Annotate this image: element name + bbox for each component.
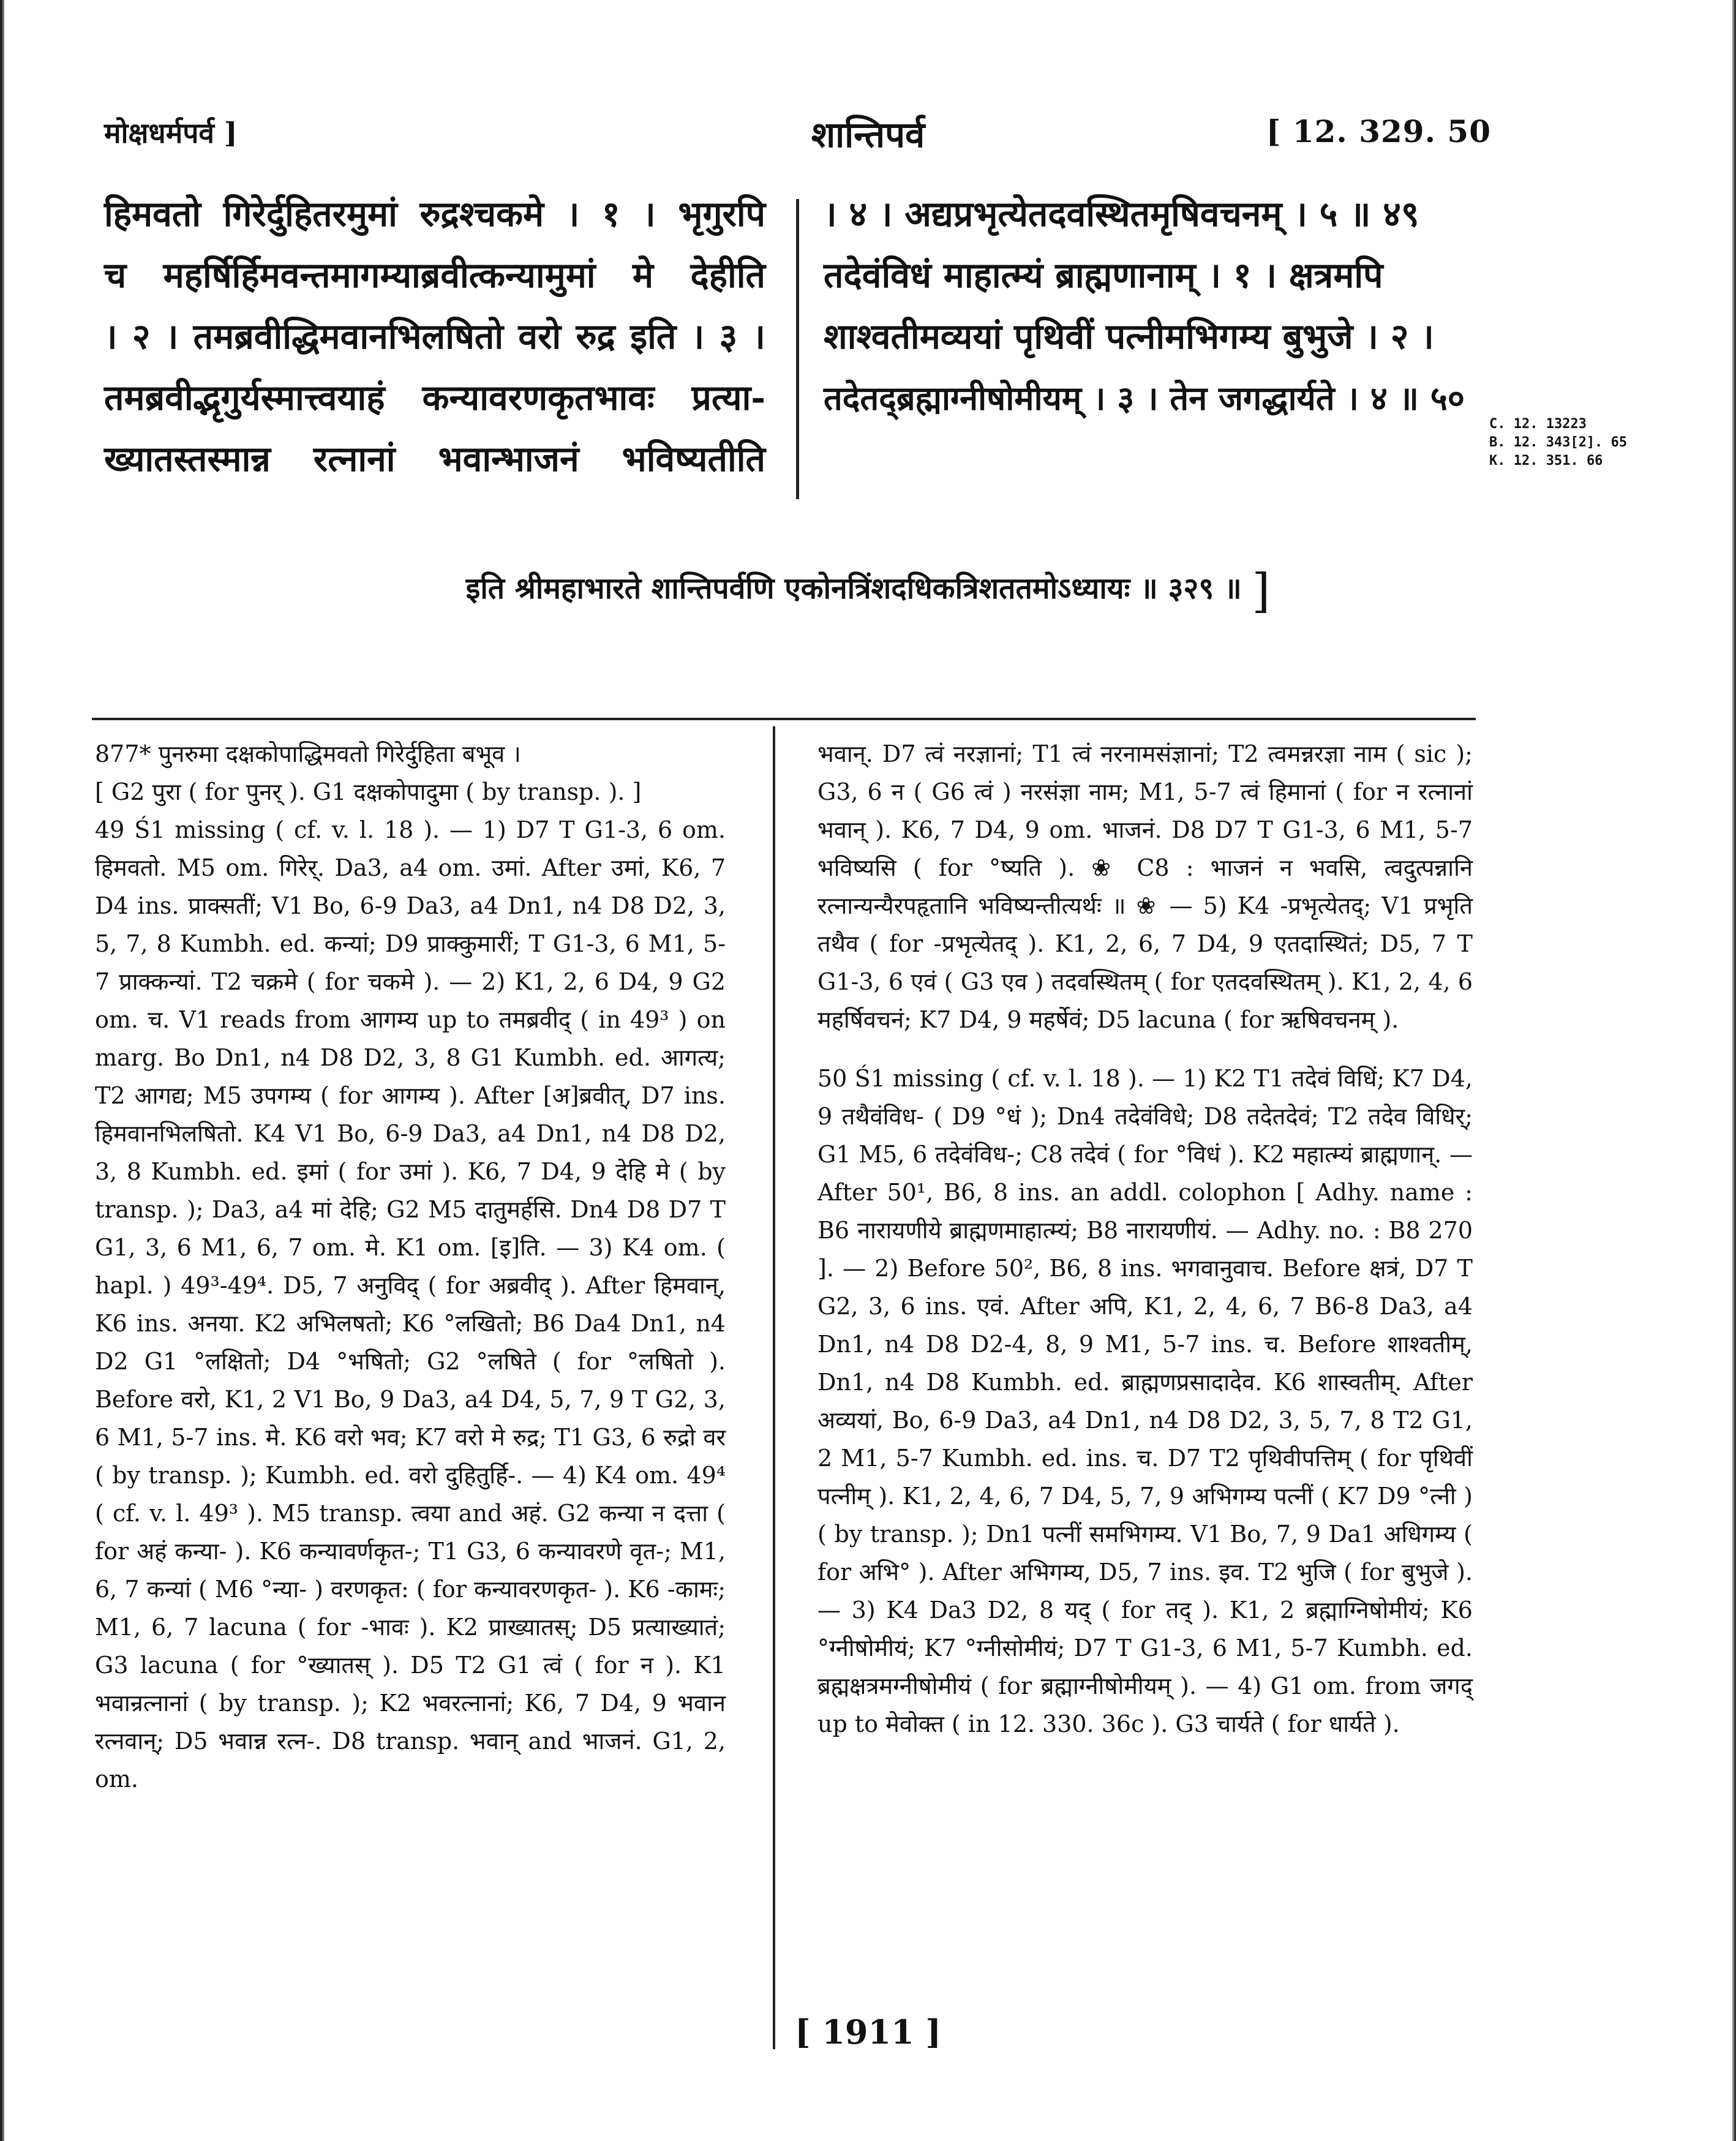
verse-text-right-column	[824, 184, 1473, 429]
verse-line: तदेवंविधं माहात्म्यं ब्राह्मणानाम् । १ । क्षत्रमपि	[824, 255, 1383, 296]
running-head-title: शान्तिपर्व	[811, 114, 925, 156]
scan-edge-right	[1727, 0, 1736, 2141]
verse-column-divider	[796, 199, 799, 499]
edition-concordance	[1489, 415, 1627, 470]
verse-line: । २ । तमब्रवीद्धिमवानभिलषितो वरो रुद्र इति । ३ ।	[104, 316, 765, 357]
colophon-text: इति श्रीमहाभारते शान्तिपर्वणि एकोनत्रिंशदधिकत्रिशततमोऽध्यायः ॥ ३२९ ॥	[465, 571, 1242, 606]
horizontal-rule	[92, 718, 1476, 720]
chapter-colophon	[0, 563, 1736, 618]
concordance-bombay: B. 12. 343[2]. 65	[1489, 435, 1628, 450]
verse-line: च महर्षिर्हिमवन्तमागम्याब्रवीत्कन्यामुमां मे देहीति	[104, 255, 765, 296]
concordance-kumbhakonam: K. 12. 351. 66	[1489, 453, 1603, 468]
apparatus-star-passage: 877* पुनरुमा दक्षकोपाद्धिमवतो गिरेर्दुहिता बभूव ।	[95, 740, 521, 767]
verse-line: हिमवतो गिरेर्दुहितरमुमां रुद्रश्चकमे । १ । भृगुरपि	[104, 194, 765, 235]
running-head-reference: [ 12. 329. 50	[1266, 113, 1491, 149]
verse-line: तदेतद्ब्रह्माग्नीषोमीयम् । ३ । तेन जगद्धार्यते । ४ ॥ ५०	[824, 378, 1465, 418]
apparatus-entry-49-continued: भवान्. D7 त्वं नरज्ञानां; T1 त्वं नरनामसंज्ञानां; T2 त्वमन्नरज्ञा नाम ( sic ); G3, 6 न ( G6 त्वं ) नरसंज्ञा नाम; M1, 5-7 त्वं हिमानां ( for न रत्नानां भवान् ). K6, 7 D4, 9 om. भाजनं. D8 D7 T G1-3, 6 M1, 5-7 भविष्यसि ( for °ष्यति ). ❀ C8 : भाजनं न भवसि, त्वदुत्पन्नानि रत्नान्यन्यैरपहृतानि भविष्यन्तीत्यर्थः ॥ ❀ — 5) K4 -प्रभृत्येतद्; V1 प्रभृति तथैव ( for -प्रभृत्येतद् ). K1, 2, 6, 7 D4, 9 एतदास्थितं; D5, 7 T G1-3, 6 एवं ( G3 एव ) तदवस्थितम् ( for एतदवस्थितम् ). K1, 2, 4, 6 महर्षिवचनं; K7 D4, 9 महर्षेवं; D5 lacuna ( for ऋषिवचनम् ).	[817, 740, 1473, 1033]
scan-edge-left	[0, 0, 9, 2141]
apparatus-entry-49: 49 Ś1 missing ( cf. v. l. 18 ). — 1) D7 T G1-3, 6 om. हिमवतो. M5 om. गिरेर्. Da3, a4 om. उमां. After उमां, K6, 7 D4 ins. प्राक्सतीं; V1 Bo, 6-9 Da3, a4 Dn1, n4 D8 D2, 3, 5, 7, 8 Kumbh. ed. कन्यां; D9 प्राक्कुमारीं; T G1-3, 6 M1, 5-7 प्राक्कन्यां. T2 चक्रमे ( for चकमे ). — 2) K1, 2, 6 D4, 9 G2 om. च. V1 reads from आगम्य up to तमब्रवीद् ( in 49³ ) on marg. Bo Dn1, n4 D8 D2, 3, 8 G1 Kumbh. ed. आगत्य; T2 आगद्य; M5 उपगम्य ( for आगम्य ). After [अ]ब्रवीत्, D7 ins. हिमवानभिलषितो. K4 V1 Bo, 6-9 Da3, a4 Dn1, n4 D8 D2, 3, 8 Kumbh. ed. इमां ( for उमां ). K6, 7 D4, 9 देहि मे ( by transp. ); Da3, a4 मां देहि; G2 M5 दातुमर्हसि. Dn4 D8 D7 T G1, 3, 6 M1, 6, 7 om. मे. K1 om. [इ]ति. — 3) K4 om. ( hapl. ) 49³-49⁴. D5, 7 अनुविद् ( for अब्रवीद् ). After हिमवान्, K6 ins. अनया. K2 अभिलषतो; K6 °लखितो; B6 Da4 Dn1, n4 D2 G1 °लक्षितो; D4 °भषितो; G2 °लषिते ( for °लषितो ). Before वरो, K1, 2 V1 Bo, 9 Da3, a4 D4, 5, 7, 9 T G2, 3, 6 M1, 5-7 ins. मे. K6 वरो भव; K7 वरो मे रुद्र; T1 G3, 6 रुद्रो वर ( by transp. ); Kumbh. ed. वरो दुहितुर्हि-. — 4) K4 om. 49⁴ ( cf. v. l. 49³ ). M5 transp. त्वया and अहं. G2 कन्या न दत्ता ( for अहं कन्या- ). K6 कन्यावर्णकृत-; T1 G3, 6 कन्यावरणे वृत-; M1, 6, 7 कन्यां ( M6 °न्या- ) वरणकृत: ( for कन्यावरणकृत- ). K6 -कामः; M1, 6, 7 lacuna ( for -भावः ). K2 प्राख्यातस्; D5 प्रत्याख्यातं; G3 lacuna ( for °ख्यातस् ). D5 T2 G1 त्वं ( for न ). K1 भवान्रत्नानां ( by transp. ); K2 भवरत्नानां; K6, 7 D4, 9 भवान रत्नवान्; D5 भवान्न रत्न-. D8 transp. भवान् and भाजनं. G1, 2, om.	[95, 816, 726, 1793]
critical-apparatus-left-column	[95, 735, 726, 2039]
verse-line: ख्यातस्तस्मान्न रत्नानां भवान्भाजनं भविष्यतीति	[104, 438, 765, 480]
page-number: [ 1911 ]	[795, 2012, 941, 2052]
verse-line: । ४ । अद्यप्रभृत्येतदवस्थितमृषिवचनम् । ५ ॥ ४९	[824, 194, 1419, 235]
concordance-calcutta: C. 12. 13223	[1489, 416, 1587, 432]
apparatus-star-note: [ G2 पुरा ( for पुनर् ). G1 दक्षकोपादुमा ( by transp. ). ]	[95, 778, 642, 805]
running-head-section: मोक्षधर्मपर्व ]	[104, 116, 238, 149]
colophon-bracket: ]	[1252, 563, 1271, 618]
apparatus-entry-50: 50 Ś1 missing ( cf. v. l. 18 ). — 1) K2 T1 तदेवं विधिं; K7 D4, 9 तथैवंविध- ( D9 °धं ); Dn4 तदेवंविधे; D8 तदेतदेवं; T2 तदेव विधिर्; G1 M5, 6 तदेवंविध-; C8 तदेवं ( for °विधं ). K2 महात्म्यं ब्राह्मणान्. — After 50¹, B6, 8 ins. an addl. colophon [ Adhy. name : B6 नारायणीये ब्राह्मणमाहात्म्यं; B8 नारायणीयं. — Adhy. no. : B8 270 ]. — 2) Before 50², B6, 8 ins. भगवानुवाच. Before क्षत्रं, D7 T G2, 3, 6 ins. एवं. After अपि, K1, 2, 4, 6, 7 B6-8 Da3, a4 Dn1, n4 D8 D2-4, 8, 9 M1, 5-7 ins. च. Before शाश्वतीम्, Dn1, n4 D8 Kumbh. ed. ब्राह्मणप्रसादादेव. K6 शास्वतीम्. After अव्ययां, Bo, 6-9 Da3, a4 Dn1, n4 D8 D2, 3, 5, 7, 8 T2 G1, 2 M1, 5-7 Kumbh. ed. ins. च. D7 T2 पृथिवीपत्तिम् ( for पृथिवीं पत्नीम् ). K1, 2, 4, 6, 7 D4, 5, 7, 9 अभिगम्य पत्नीं ( K7 D9 °त्नी ) ( by transp. ); Dn1 पत्नीं समभिगम्य. V1 Bo, 7, 9 Da1 अधिगम्य ( for अभि° ). After अभिगम्य, D5, 7 ins. इव. T2 भुजि ( for बुभुजे ). — 3) K4 Da3 D2, 8 यद् ( for तद् ). K1, 2 ब्रह्माग्निषोमीयं; K6 °ग्नीषोमीयं; K7 °ग्नीसोमीयं; D7 T G1-3, 6 M1, 5-7 Kumbh. ed. ब्रह्मक्षत्रमग्नीषोमीयं ( for ब्रह्माग्नीषोमीयम् ). — 4) G1 om. from जगद् up to मेवोक्त ( in 12. 330. 36c ). G3 चार्यते ( for धार्यते ).	[817, 1065, 1473, 1737]
apparatus-column-divider	[773, 726, 775, 2049]
verse-line: शाश्वतीमव्ययां पृथिवीं पत्नीमभिगम्य बुभुजे । २ ।	[824, 316, 1434, 357]
verse-text-left-column	[104, 184, 765, 490]
verse-line: तमब्रवीद्भृगुर्यस्मात्त्वयाहं कन्यावरणकृतभावः प्रत्या-	[104, 377, 765, 418]
critical-apparatus-right-column	[817, 735, 1473, 2039]
